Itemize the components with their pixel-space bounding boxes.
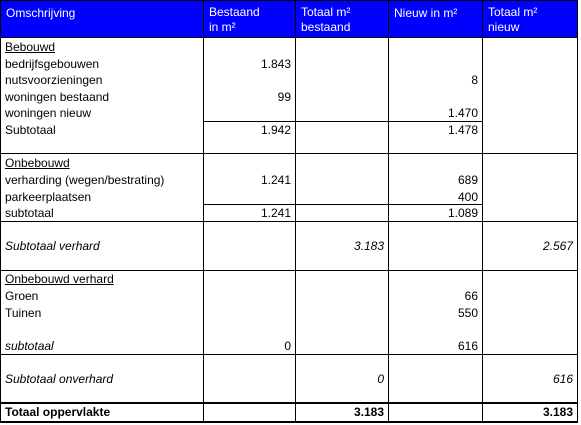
grid-line-right (577, 0, 578, 423)
section-title-onbebouwd[interactable]: Onbebouwd (5, 156, 70, 170)
section-title-onbebouwd-verhard[interactable]: Onbebouwd verhard (5, 272, 114, 286)
grid-line-after-subtotaal-verhard (0, 270, 578, 271)
header-omschrijving[interactable]: Omschrijving (1, 1, 203, 37)
header-nieuw[interactable]: Nieuw in m² (389, 1, 482, 37)
cell-bebouwd-subtotaal-nieuw[interactable]: 1.478 (447, 123, 478, 137)
cell-subtotaal-verhard-totaal-bestaand[interactable]: 3.183 (353, 239, 384, 253)
cell-totaal-oppervlakte-bestaand[interactable]: 3.183 (353, 405, 384, 419)
grid-line-left (0, 0, 1, 423)
row-label-nutsvoorzieningen[interactable]: nutsvoorzieningen (5, 73, 103, 87)
cell-bedrijfsgebouwen-bestaand[interactable]: 1.843 (260, 57, 291, 71)
header-bestaand-line2: in m² (209, 20, 236, 34)
cell-totaal-oppervlakte-nieuw[interactable]: 3.183 (542, 405, 573, 419)
cell-woningen-nieuw-nieuw[interactable]: 1.470 (447, 106, 478, 120)
grid-line-top (0, 0, 578, 1)
header-bestaand[interactable] (204, 1, 295, 37)
cell-onbebouwd-subtotaal-nieuw[interactable]: 1.089 (447, 206, 478, 220)
cell-onbebouwd-verhard-subtotaal-nieuw[interactable]: 616 (457, 339, 478, 353)
grid-line-col2 (203, 0, 204, 423)
cell-subtotaal-verhard-totaal-nieuw[interactable]: 2.567 (542, 239, 573, 253)
cell-woningen-bestaand-bestaand[interactable]: 99 (277, 90, 291, 104)
row-label-groen[interactable]: Groen (5, 289, 39, 303)
row-label-woningen-bestaand[interactable]: woningen bestaand (5, 90, 110, 104)
cell-onbebouwd-verhard-subtotaal-bestaand[interactable]: 0 (284, 339, 291, 353)
header-totaal-bestaand-line1: Totaal m² (301, 5, 351, 19)
row-label-tuinen[interactable]: Tuinen (5, 306, 42, 320)
grid-line-after-bebouwd (0, 153, 578, 154)
section-title-bebouwd[interactable]: Bebouwd (5, 40, 56, 54)
onbebouwd-subtotal-rule (203, 204, 483, 205)
cell-parkeerplaatsen-nieuw[interactable]: 400 (457, 190, 478, 204)
grid-line-col5 (482, 0, 483, 423)
grid-line-after-onbebouwd-verhard (0, 354, 578, 355)
cell-subtotaal-onverhard-totaal-bestaand[interactable]: 0 (377, 372, 384, 386)
cell-onbebouwd-subtotaal-bestaand[interactable]: 1.241 (260, 206, 291, 220)
grid-line-above-totaal (0, 402, 578, 404)
header-totaal-bestaand[interactable] (296, 1, 388, 37)
grid-line-after-onbebouwd (0, 221, 578, 222)
row-label-parkeerplaatsen[interactable]: parkeerplaatsen (5, 190, 92, 204)
cell-verharding-nieuw[interactable]: 689 (457, 173, 478, 187)
header-bestaand-line1: Bestaand (209, 5, 260, 19)
grid-line-col3 (295, 0, 296, 423)
row-label-totaal-oppervlakte[interactable]: Totaal oppervlakte (5, 405, 111, 419)
row-label-bebouwd-subtotaal[interactable]: Subtotaal (5, 123, 56, 137)
bebouwd-subtotal-rule (203, 121, 483, 122)
cell-tuinen-nieuw[interactable]: 550 (457, 306, 478, 320)
row-label-bedrijfsgebouwen[interactable]: bedrijfsgebouwen (5, 57, 100, 71)
grid-line-bottom (0, 421, 578, 423)
row-label-onbebouwd-subtotaal[interactable]: subtotaal (5, 206, 54, 220)
cell-nutsvoorzieningen-nieuw[interactable]: 8 (471, 73, 478, 87)
row-label-onbebouwd-verhard-subtotaal[interactable]: subtotaal (5, 339, 54, 353)
cell-subtotaal-onverhard-totaal-nieuw[interactable]: 616 (552, 372, 573, 386)
row-label-woningen-nieuw[interactable]: woningen nieuw (5, 106, 92, 120)
cell-verharding-bestaand[interactable]: 1.241 (260, 173, 291, 187)
grid-line-header-bottom (0, 37, 578, 38)
cell-groen-nieuw[interactable]: 66 (464, 289, 478, 303)
header-totaal-nieuw-line1: Totaal m² (488, 5, 538, 19)
cell-bebouwd-subtotaal-bestaand[interactable]: 1.942 (260, 123, 291, 137)
row-label-subtotaal-onverhard[interactable]: Subtotaal onverhard (5, 372, 114, 386)
grid-line-col4 (388, 0, 389, 423)
header-totaal-bestaand-line2: bestaand (301, 20, 351, 34)
header-totaal-nieuw-line2: nieuw (488, 20, 520, 34)
header-totaal-nieuw[interactable] (483, 1, 577, 37)
row-label-subtotaal-verhard[interactable]: Subtotaal verhard (5, 239, 100, 253)
row-label-verharding[interactable]: verharding (wegen/bestrating) (5, 173, 165, 187)
